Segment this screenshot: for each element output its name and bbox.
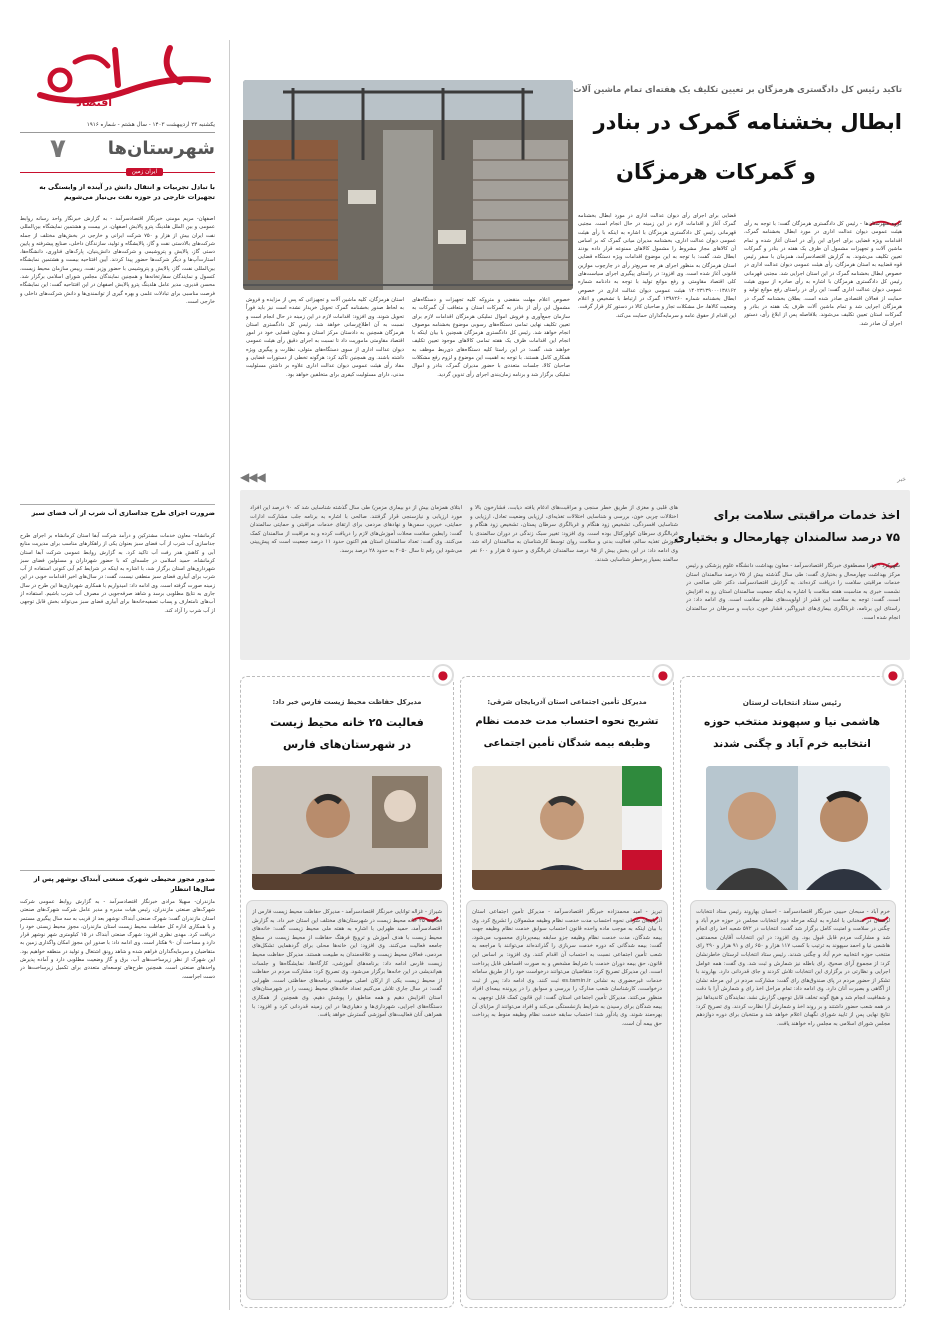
lead-title-line1: ابطال بخشنامه گمرک در بنادر [593,110,902,134]
left-story-3-title: صدور مجوز محیطی شهرک صنعتی آبنداک نوشهر پس از سال‌ها انتظار [33,875,215,893]
elderly-body-col1: شهرکرد - زهرا مصطفوی خبرنگار اقتصادسرآمد - معاون بهداشت دانشگاه علوم پزشکی و رئیس مرکز بهداشت چهارمحال و بختیاری گفت: طی سال گذشته بیش از ۷۵ درصد سالمندان استان خدمات مراقبتی سلامت را دریافت کرده‌اند. به گزارش اقتصادسرآمد، دکتر علی صالحی در نشست خبری به مناسبت هفته سلامت با اشاره به اینکه جمعیت سالمندان استان رو به افزایش است، گفت: توجه به سلامت این قشر از اولویت‌های نظام سلامت است. وی ادامه داد: در راستای این برنامه، غربالگری بیماری‌های غیرواگیر، فشار خون، دیابت و سرطان در سالمندان انجام شده است. [686,563,900,621]
pin-icon: ● [432,664,454,686]
box2-body: تبریز - امید محمدزاده خبرنگار اقتصادسرآمد - مدیرکل تأمین اجتماعی استان آذربایجان شرقی نحوه احتساب مدت خدمت نظام وظیفه مشمولان را تشریح کرد. وی با بیان اینکه به موجب ماده واحده قانون احتساب سوابق خدمت نظام وظیفه جهت بیمه شدگان، مدت خدمت نظام وظیفه جزو سابقه بیمه‌پردازی محسوب می‌شود، گفت: بیمه شدگانی که دوره خدمت سربازی را گذرانده‌اند می‌توانند با مراجعه به شعب تأمین اجتماعی نسبت به احتساب آن اقدام کنند. وی افزود: بر اساس این قانون، حق بیمه دوران خدمت با شرایط مشخص و به صورت اقساطی قابل پرداخت است. این مدیرکل تصریح کرد: متقاضیان می‌توانند درخواست خود را از طریق سامانه خدمات غیرحضوری به نشانی es.tamin.ir ثبت کنند. وی ادامه داد: پس از ثبت درخواست، کارشناسان شعب مدارک را بررسی و سوابق را در پرونده بیمه‌ای افراد منظور می‌کنند. مدیرکل تأمین اجتماعی استان گفت: این قانون کمک قابل توجهی به بیمه شدگان برای رسیدن به شرایط بازنشستگی می‌کند و افراد می‌توانند از مزایای آن بهره‌مند شوند. وی یادآور شد: احتساب سابقه خدمت نظام وظیفه منوط به پرداخت حق بیمه آن است. [472,909,662,1027]
box1-photo [706,766,890,890]
logo-small-text: اقتصاد [76,96,113,109]
lead-body-col3: خصوص اعلام مهلت منقضی و متروکه کلیه تجهیزات و دستگاه‌های مشمول این رأی از بنادر به گمرکات استان و متعاقب آن گمرکات به سازمان جمع‌آوری و فروش اموال تملیکی هرمزگان اقدامات لازم برای تعیین تکلیف نهایی تمامی دستگاه‌های رسوبی موضوع بخشنامه موصوف انجام خواهد شد. رئیس کل دادگستری هرمزگان همچنین با بیان اینکه با انجام این اقدامات ظرف یک هفته تمامی کالاهای موجود تعیین تکلیف خواهند شد، گفت: در این راستا کلیه دستگاه‌های ذی‌ربط موظف به همکاری کامل هستند. با توجه به اهمیت این موضوع و لزوم رفع مشکلات صاحبان کالا، جلسات متعددی با حضور مدیران گمرک، بنادر و اموال تملیکی برگزار شد و برنامه زمان‌بندی اجرای رأی تدوین گردید. [412,297,570,378]
lead-title-line2: و گمرکات هرمزگان [616,160,816,184]
container-port-icon [243,80,573,290]
left-story-1-body: اصفهان- مریم مومنی خبرنگار اقتصادسرآمد - به گزارش خبرنگار واحد رسانه روابط عمومی و بین الملل هلدینگ پترو پالایش اصفهان، در بیست و هشتمین نمایشگاه بین‌المللی نفت ایران بیش از هزار و ۷۵۰ شرکت ایرانی و خارجی در بخش‌های مختلف از جمله شرکت‌های بالادستی نفت و گاز، پالایشگاه و تولید، سازندگان داخلی، صنایع پیشرفته و پایین دستی گاز، پالایش و پتروشیمی و شرکت‌های دانش‌بنیان، پارک‌های فناوری، دانشگاه‌ها، استارت‌آپ‌ها و دیگر شرکت‌ها حضور پیدا کردند. آیین افتتاحیه بیست و هشتمین نمایشگاه بین‌المللی نفت، گاز، پالایش و پتروشیمی با حضور وزیر نفت، رییس سازمان محیط زیست، کنسول و نمایندگان سفارتخانه‌ها و همچنین نمایندگان مجلس شورای اسلامی برگزار شد. محسن قدیری، مدیر عامل هلدینگ پترو پالایش اصفهان در این افتتاحیه گفت: این نمایشگاه فرصت مناسبی برای تبادلات علمی و بهره گیری از توانمندی‌ها و دانش شرکت‌های داخلی و خارجی است. [20,216,215,305]
elderly-title-line1: اخذ خدمات مراقبتی سلامت برای [713,508,900,522]
box3-title-line2: در شهرستان‌های فارس [282,738,412,751]
box3-body: شیراز - غزاله توانایی خبرنگار اقتصادسرآمد - مدیرکل حفاظت محیط زیست فارس از فعالیت ۲۵ خانه محیط زیست در شهرستان‌های مختلف این استان خبر داد. به گزارش اقتصادسرآمد، حمید ظهرابی با اشاره به هفته ملی محیط زیست گفت: خانه‌های محیط زیست با هدف آموزش و ترویج فرهنگ حفاظت از محیط زیست در سطح جامعه فعالیت می‌کنند. وی افزود: این خانه‌ها محلی برای گردهمایی تشکل‌های مردمی، فعالان محیط زیست و علاقه‌مندان به طبیعت هستند. مدیرکل حفاظت محیط زیست فارس ادامه داد: برنامه‌های آموزشی، کارگاه‌ها، نمایشگاه‌ها و جلسات هم‌اندیشی در این خانه‌ها برگزار می‌شود. وی تصریح کرد: مشارکت مردم در حفاظت از محیط زیست یکی از ارکان اصلی موفقیت برنامه‌های حفاظتی است. ظهرابی گفت: در سال جاری تلاش می‌کنیم تعداد خانه‌های محیط زیست را در شهرستان‌های استان افزایش دهیم و همه مناطق را پوشش دهیم. وی همچنین از همکاری دستگاه‌های اجرایی، شهرداری‌ها و دهیاری‌ها در این زمینه قدردانی کرد و افزود: با همراهی آنان فعالیت‌های آموزشی گسترش خواهد یافت. [252,909,442,1019]
elderly-story [240,468,910,660]
lead-body-col2: قضایی برای اجرای رأی دیوان عدالت اداری در مورد ابطال بخشنامه گمرک آغاز و اقدامات لازم در این زمینه در حال انجام است. مجتبی قهرمانی رئیس کل دادگستری هرمزگان با اشاره به اینکه با رأی هیئت عمومی دیوان عدالت اداری، بخشنامه مدیران میانی گمرک که بر اساس آن کالاهای مجاز مشروط را مشمول کالاهای ممنوعه قرار داده بودند ابطال شد، گفت: با توجه به این موضوع اقدامات ویژه دستگاه قضایی استان هرمزگان به منظور اجرای هر چه سریع‌تر رأی در چارچوب موازین قانونی آغاز شده است. وی افزود: در راستای پیگیری اجرای سیاست‌های کلی اقتصاد مقاومتی و رفع موانع تولید با توجه به دادنامه شماره ۱۴۰۲۳۱۳۹۰۰۰۱۳۸۱۶۲ هیئت عمومی دیوان عدالت اداری در خصوص ابطال بخشنامه شماره ۱۳۹۸۲۶۰ گمرک در ارتباط با تشخیص و اعلام وضعیت کالاها، حل مشکلات تجار و صاحبان کالا در دستور کار قرار گرفت. این اقدام از حقوق عامه و سرمایه‌گذاران حمایت می‌کند. [578,213,736,319]
left-column [20,40,215,1310]
official-speaker-icon [252,766,442,890]
left-story-2-body: کرمانشاه- معاون خدمات مشترکین و درآمد شرکت آبفا استان کرمانشاه بر اجرای طرح جداسازی آب شرب از آب فضای سبز بعنوان یکی از راهکارهای مناسب برای مدیریت منابع آبی و کاهش هدر رفت آب تاکید کرد. به گزارش روابط عمومی شرکت آبفا استان کرمانشاه، حمید اسلامی در جلسه‌ای که با حضور شهرداران و مسئولین فضای سبز شهرداری‌های استان برگزار شد، با اشاره به اینکه در شرایط کم آبی کنونی استفاده از آب شرب برای آبیاری فضای سبز منطقی نیست، گفت: در سال‌های اخیر اقدامات خوبی در این زمینه صورت گرفته است. وی ادامه داد: امیدواریم با همکاری شهرداری‌ها این طرح در سال جاری به نتایج مطلوبی برسد و شاهد صرفه‌جویی در مصرف آب شرب باشیم. استفاده از آب‌های نامتعارف و پساب تصفیه‌خانه‌ها برای آبیاری فضای سبز می‌تواند بخش قابل توجهی از آب شرب را آزاد کند. [20,533,215,614]
elderly-body-col2: های قلبی و مغزی از طریق خطر سنجی و مراقبت‌های ادغام یافته دیابت، فشارخون بالا و اختلالات چربی خون، بررسی و شناسایی اختلالات تغذیه‌ای، ارزیابی وضعیت تعادل، ارزیابی و شناسایی افسردگی، تشخیص زود هنگام و غربالگری سرطان پستان، تشخیص زود هنگام و غربالگری سرطان کولورکتال بوده است. وی افزود: تغییر سبک زندگی در دوران سالمندی با آموزش تغذیه سالم، فعالیت بدنی و سلامت روان توسط کارشناسان به سالمندان ارائه شد. وی ادامه داد: در این بخش بیش از ۹۵ درصد سالمندان غربالگری و حدود ۵ هزار و ۶۰۰ نفر سالمند بسیار پرخطر شناسایی شدند. [470,505,678,563]
left-divider-1 [20,504,215,505]
masthead-divider [20,132,215,133]
box1-title-line1: هاشمی نیا و سپهوند منتخب حوزه [703,716,881,728]
portraits-icon [706,766,890,890]
box1-kicker: رئیس ستاد انتخابات لرستان [742,698,842,707]
left-story-2-title: ضرورت اجرای طرح جداسازی آب شرب از آب فضای سبز [31,509,215,517]
elderly-tag: خبر [897,476,906,483]
box2-kicker: مدیرکل تأمین اجتماعی استان آذربایجان شرقی: [487,698,647,706]
left-story-3-body: مازندران- سهیلا مرادی خبرنگار اقتصادسرآمد - به گزارش روابط عمومی شرکت شهرک‌های صنعتی مازندران، رئیس هیات مدیره و مدیر عامل شرکت شهرک‌های صنعتی استان مازندران گفت: شهرک صنعتی آبنداک نوشهر بعد از قریب به سه سال پیگیری مستمر و با همکاری اداره کل حفاظت محیط زیست استان مازندران، مجوز محیط زیستی خود را دریافت کرد. مهدی نظری افزود: شهرک صنعتی آبنداک در ۱۵ کیلومتری شهر نوشهر قرار دارد و مساحت آن ۹۰ هکتار است. وی ادامه داد: با صدور این مجوز امکان واگذاری زمین به متقاضیان و سرمایه‌گذاران فراهم شده و شاهد رونق اشتغال و تولید در منطقه خواهیم بود. این شهرک از نظر زیرساخت‌های آب، برق و گاز وضعیت مطلوبی دارد و آماده پذیرش واحدهای صنعتی است. همچنین طرح‌های توسعه‌ای متعددی برای تکمیل زیرساخت‌ها در دست اجراست. [20,899,215,980]
section-tag-label: ایران زمین [126,168,163,176]
elderly-body-col3: ابتلای همزمان بیش از دو بیماری مزمن) طی سال گذشته شناسایی شد که ۹۰ درصد این افراد مورد ارزیابی و نیازسنجی قرار گرفتند. صالحی با اشاره به برنامه جلب مشارکت ادارات حمایتی، خیرین، سمن‌ها و نهادهای مردمی برای ارتقای خدمات مراقبتی و حمایتی سالمندان گفت: رابطین سلامت محلات آموزش‌های لازم را دریافت کرده و به مراقبت از سالمندان کمک می‌کنند. وی گفت: تعداد سالمندان استان هم اکنون حدود ۱۱ درصد جمعیت است که پیش‌بینی می‌شود این رقم تا سال ۲۰۵۰ به حدود ۲۸ درصد برسد. [250,505,462,554]
page-number: ۷ [50,134,66,164]
lead-body-col1: گروه شهرستان‌ها - رئیس کل دادگستری هرمزگان گفت: با توجه به رأی هیئت عمومی دیوان عدالت اداری در مورد ابطال بخشنامه گمرک، اقدامات ویژه قضایی برای اجرای این رأی در استان آغاز شده و تمام ماشین آلات و تجهیزات مشمول آن ظرف یک هفته در بنادر و گمرکات تعیین تکلیف می‌شوند. به گزارش اقتصادسرآمد، همزمان با سفر رئیس قوه قضاییه به استان هرمزگان، رأی هیئت عمومی دیوان عدالت اداری در خصوص ابطال بخشنامه گمرک در این استان اجرایی شد. مجتبی قهرمانی رئیس کل دادگستری هرمزگان با اشاره به رأی صادره از سوی هیئت عمومی دیوان عدالت اداری گفت: این رأی در راستای رفع موانع تولید و حمایت از فعالان اقتصادی صادر شده است. بطلان بخشنامه گمرک در هرمزگان اجرایی شد و تمام ماشین آلات ظرف یک هفته در بنادر و گمرکات استان تعیین تکلیف می‌شوند. بلافاصله پس از ابلاغ رأی، دستور اجرای آن صادر شد. [744,221,902,327]
date-line: یکشنبه ۲۳ اردیبهشت ۱۴۰۳ - سال هشتم - شماره ۱۹۱۶ [86,122,215,128]
box3-title-line1: فعالیت ۲۵ خانه محیط زیست [270,716,424,729]
lead-body-col4: استان هرمزگان، کلیه ماشین آلات و تجهیزاتی که پس از مزایده و فروش به لحاظ صدور بخشنامه گمرک تحویل خریدار نشده است نیز باید فوراً تحویل شوند. وی افزود: اقدامات لازم در این زمینه در حال انجام است و نسبت به آن اطلاع‌رسانی خواهد شد. رئیس کل دادگستری استان هرمزگان همچنین به دادستان مرکز استان و معاون قضایی خود در امور اقتصاد مقاومتی ماموریت داد تا نسبت به اجرای دقیق رأی هیئت عمومی دیوان عدالت اداری از سوی دستگاه‌های متولی، نظارت و پیگیری ویژه داشته باشند. وی همچنین تأکید کرد: هرگونه تخطی از دستورات قضایی و مفاد رأی هیئت عمومی دیوان عدالت اداری علاوه بر داشتن مسئولیت مدنی، دارای مسئولیت کیفری برای متخلفین خواهد بود. [246,297,404,378]
left-story-1-title: با تبادل تجربیات و انتقال دانش در آینده از وابستگی به تجهیزات خارجی در حوزه نفت بی‌نیاز می‌شویم [39,183,215,201]
section-title: شهرستان‌ها [107,138,215,159]
pin-icon: ● [882,664,904,686]
box1-title-line2: انتخابیه خرم آباد و چگنی شدند [713,738,871,750]
lead-photo [243,80,573,290]
lead-kicker: تاکید رئیس کل دادگستری هرمزگان بر تعیین تکلیف یک هفته‌ای تمام ماشین آلات [573,84,902,94]
left-divider-2 [20,870,215,871]
box2-photo [472,766,662,890]
elderly-title-line2: ۷۵ درصد سالمندان چهارمحال و بختیاری [673,530,900,544]
elderly-brand-mark [870,554,900,562]
masthead-logo [20,40,215,118]
box3-kicker: مدیرکل حفاظت محیط زیست فارس خبر داد: [272,698,422,706]
box2-title-line2: وظیفه بیمه شدگان تأمین اجتماعی [483,738,651,749]
arrow-icon: ◀◀◀ [240,470,265,484]
official-meeting-icon [472,766,662,890]
section-tag [20,168,215,178]
lead-story [240,80,910,460]
lead-brand-mark [868,212,902,220]
pin-icon: ● [652,664,674,686]
column-separator [229,40,230,1310]
box1-body: خرم آباد - سبحان حبیبی خبرنگار اقتصادسرآمد - احسان بهاروند رئیس ستاد انتخابات لرستان در سخنانی با اشاره به اینکه مرحله دوم انتخابات مجلس در حوزه خرم آباد و چگنی در سلامت و امنیت کامل برگزار شد گفت: انتخابات در ۵۷۲ شعبه اخذ رای انجام شد و مشارکت مردم قابل قبول بود. وی افزود: در این انتخابات آقایان محمدتقی هاشمی نیا و احمد سپهوند به ترتیب با کسب ۱۱۷ هزار و ۶۵۰ رای و ۹۱ هزار و ۴۹۰ رای منتخب حوزه انتخابیه خرم آباد و چگنی شدند. رئیس ستاد انتخابات لرستان خاطرنشان کرد: از مجموع آرای صحیح، رای باطله نیز شمارش و ثبت شد. وی گفت: همه عوامل اجرایی و نظارتی در برگزاری این انتخابات تلاش کردند و جای قدردانی دارد. بهاروند با تشکر از حضور مردم در پای صندوق‌های رای گفت: مشارکت مردم در این مرحله نشان از آگاهی و بصیرت آنان دارد. وی ادامه داد: تمام مراحل اخذ رای و شمارش آرا با دقت و شفافیت انجام شد و هیچ گونه تخلف قابل توجهی گزارش نشد. نمایندگان کاندیداها نیز در همه شعب حضور داشتند و بر روند اخذ و شمارش آرا نظارت کردند. وی تصریح کرد: نتایج نهایی پس از تایید شورای نگهبان اعلام خواهد شد و منتخبان برای دوره دوازدهم مجلس شورای اسلامی به مجلس راه خواهند یافت. [696,909,890,1027]
box3-photo [252,766,442,890]
box2-title-line1: تشریح نحوه احتساب مدت خدمت نظام [475,716,659,727]
elderly-arrows [240,470,265,484]
